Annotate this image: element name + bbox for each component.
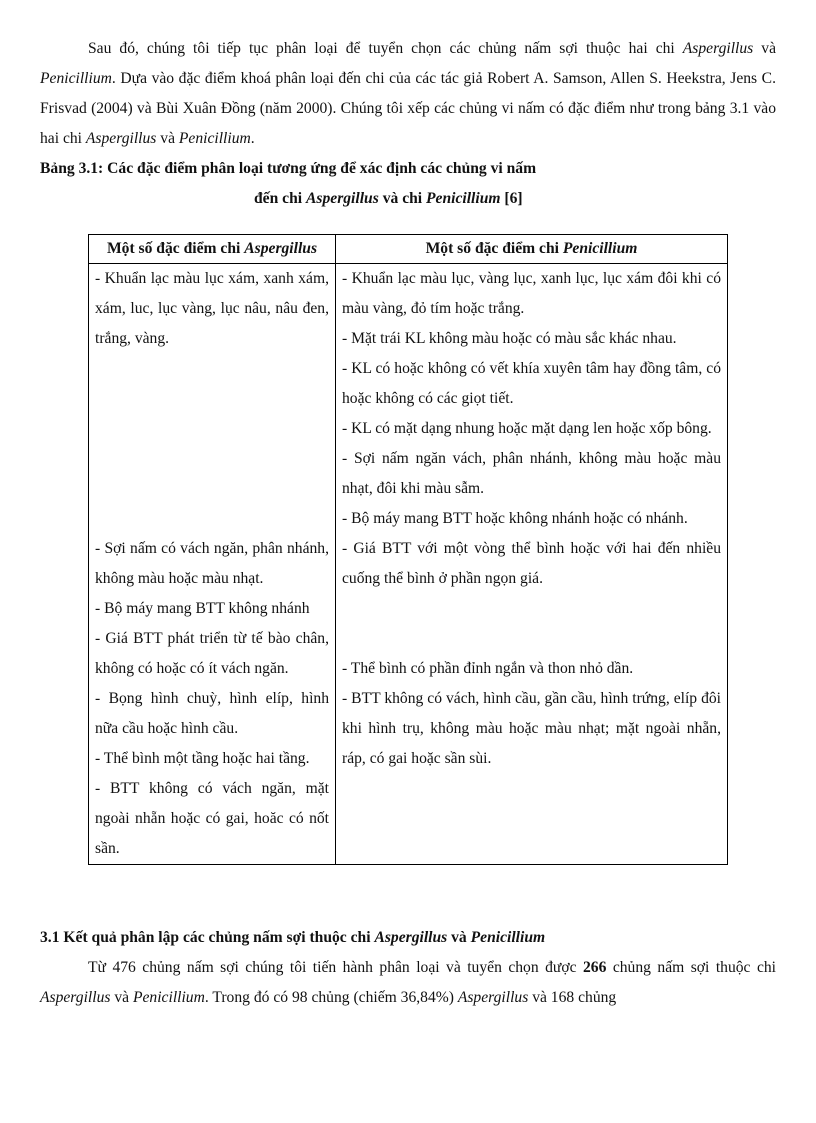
header-penicillium: Một số đặc điểm chi Penicillium <box>336 235 728 264</box>
cell-spacer <box>95 354 329 534</box>
list-item: - Sợi nấm có vách ngăn, phân nhánh, không màu hoặc màu nhạt. <box>95 540 329 587</box>
list-item: - Giá BTT phát triển từ tế bào chân, không có hoặc có ít vách ngăn. <box>95 630 329 677</box>
list-item: - Giá BTT với một vòng thể bình hoặc với hai đến nhiều cuống thể bình ở phần ngọn giá. <box>342 540 721 587</box>
section-heading: 3.1 Kết quả phân lập các chủng nấm sợi thuộc chi Aspergillus và Penicillium <box>40 929 546 946</box>
aspergillus-traits <box>89 264 336 865</box>
list-item: - Sợi nấm ngăn vách, phân nhánh, không màu hoặc màu nhạt, đôi khi màu sẫm. <box>342 450 721 497</box>
table-body-row <box>89 264 728 865</box>
table-caption-line-1: Bảng 3.1: Các đặc điểm phân loại tương ứng để xác định các chủng vi nấm <box>40 160 537 177</box>
penicillium-traits <box>336 264 728 865</box>
document-page <box>40 34 776 1013</box>
list-item: - BTT không có vách, hình cầu, gần cầu, hình trứng, elíp đôi khi hình trụ, không màu hoặc màu nhạt; mặt ngoài nhẵn, ráp, có gai hoặc sần sùi. <box>342 690 721 767</box>
list-item: - Khuẩn lạc màu lục, vàng lục, xanh lục, lục xám đôi khi có màu vàng, đỏ tím hoặc trắng. <box>342 270 721 317</box>
list-item: - Thể bình có phần đỉnh ngắn và thon nhỏ dần. <box>342 660 634 677</box>
list-item: - BTT không có vách ngăn, mặt ngoài nhẵn hoặc có gai, hoăc có nốt sần. <box>95 780 329 857</box>
list-item: - Bọng hình chuỳ, hình elíp, hình nữa cầu hoặc hình cầu. <box>95 690 329 737</box>
intro-paragraph: Sau đó, chúng tôi tiếp tục phân loại để tuyển chọn các chủng nấm sợi thuộc hai chi Aspergillus và Penicillium. Dựa vào đặc điểm khoá phân loại đến chi của các tác giả Robert A. Samson, Allen S. Heekstra, Jens C. Frisvad (2004) và Bùi Xuân Đồng (năm 2000). Chúng tôi xếp các chủng vi nấm có đặc điểm như trong bảng 3.1 vào hai chi Aspergillus và Penicillium. <box>40 40 776 147</box>
table-caption-line-2: đến chi Aspergillus và chi Penicillium [6] <box>254 190 523 207</box>
section-paragraph: Từ 476 chủng nấm sợi chúng tôi tiến hành phân loại và tuyển chọn được 266 chủng nấm sợi thuộc chi Aspergillus và Penicillium. Trong đó có 98 chủng (chiếm 36,84%) Aspergillus và 168 chủng <box>40 959 776 1006</box>
comparison-table <box>88 234 728 865</box>
header-aspergillus: Một số đặc điểm chi Aspergillus <box>89 235 336 264</box>
list-item: - Bộ máy mang BTT không nhánh <box>95 600 310 617</box>
spacer <box>40 214 776 234</box>
cell-spacer <box>342 594 721 654</box>
list-item: - KL có mặt dạng nhung hoặc mặt dạng len hoặc xốp bông. <box>342 420 712 437</box>
list-item: - Mặt trái KL không màu hoặc có màu sắc khác nhau. <box>342 330 677 347</box>
table-header-row <box>89 235 728 264</box>
list-item: - Bộ máy mang BTT hoặc không nhánh hoặc có nhánh. <box>342 510 688 527</box>
spacer <box>40 865 776 923</box>
list-item: - Thể bình một tầng hoặc hai tầng. <box>95 750 310 767</box>
list-item: - KL có hoặc không có vết khía xuyên tâm hay đồng tâm, có hoặc không có các giọt tiết. <box>342 360 721 407</box>
list-item: - Khuẩn lạc màu lục xám, xanh xám, xám, luc, lục vàng, lục nâu, nâu đen, trắng, vàng. <box>95 270 329 347</box>
